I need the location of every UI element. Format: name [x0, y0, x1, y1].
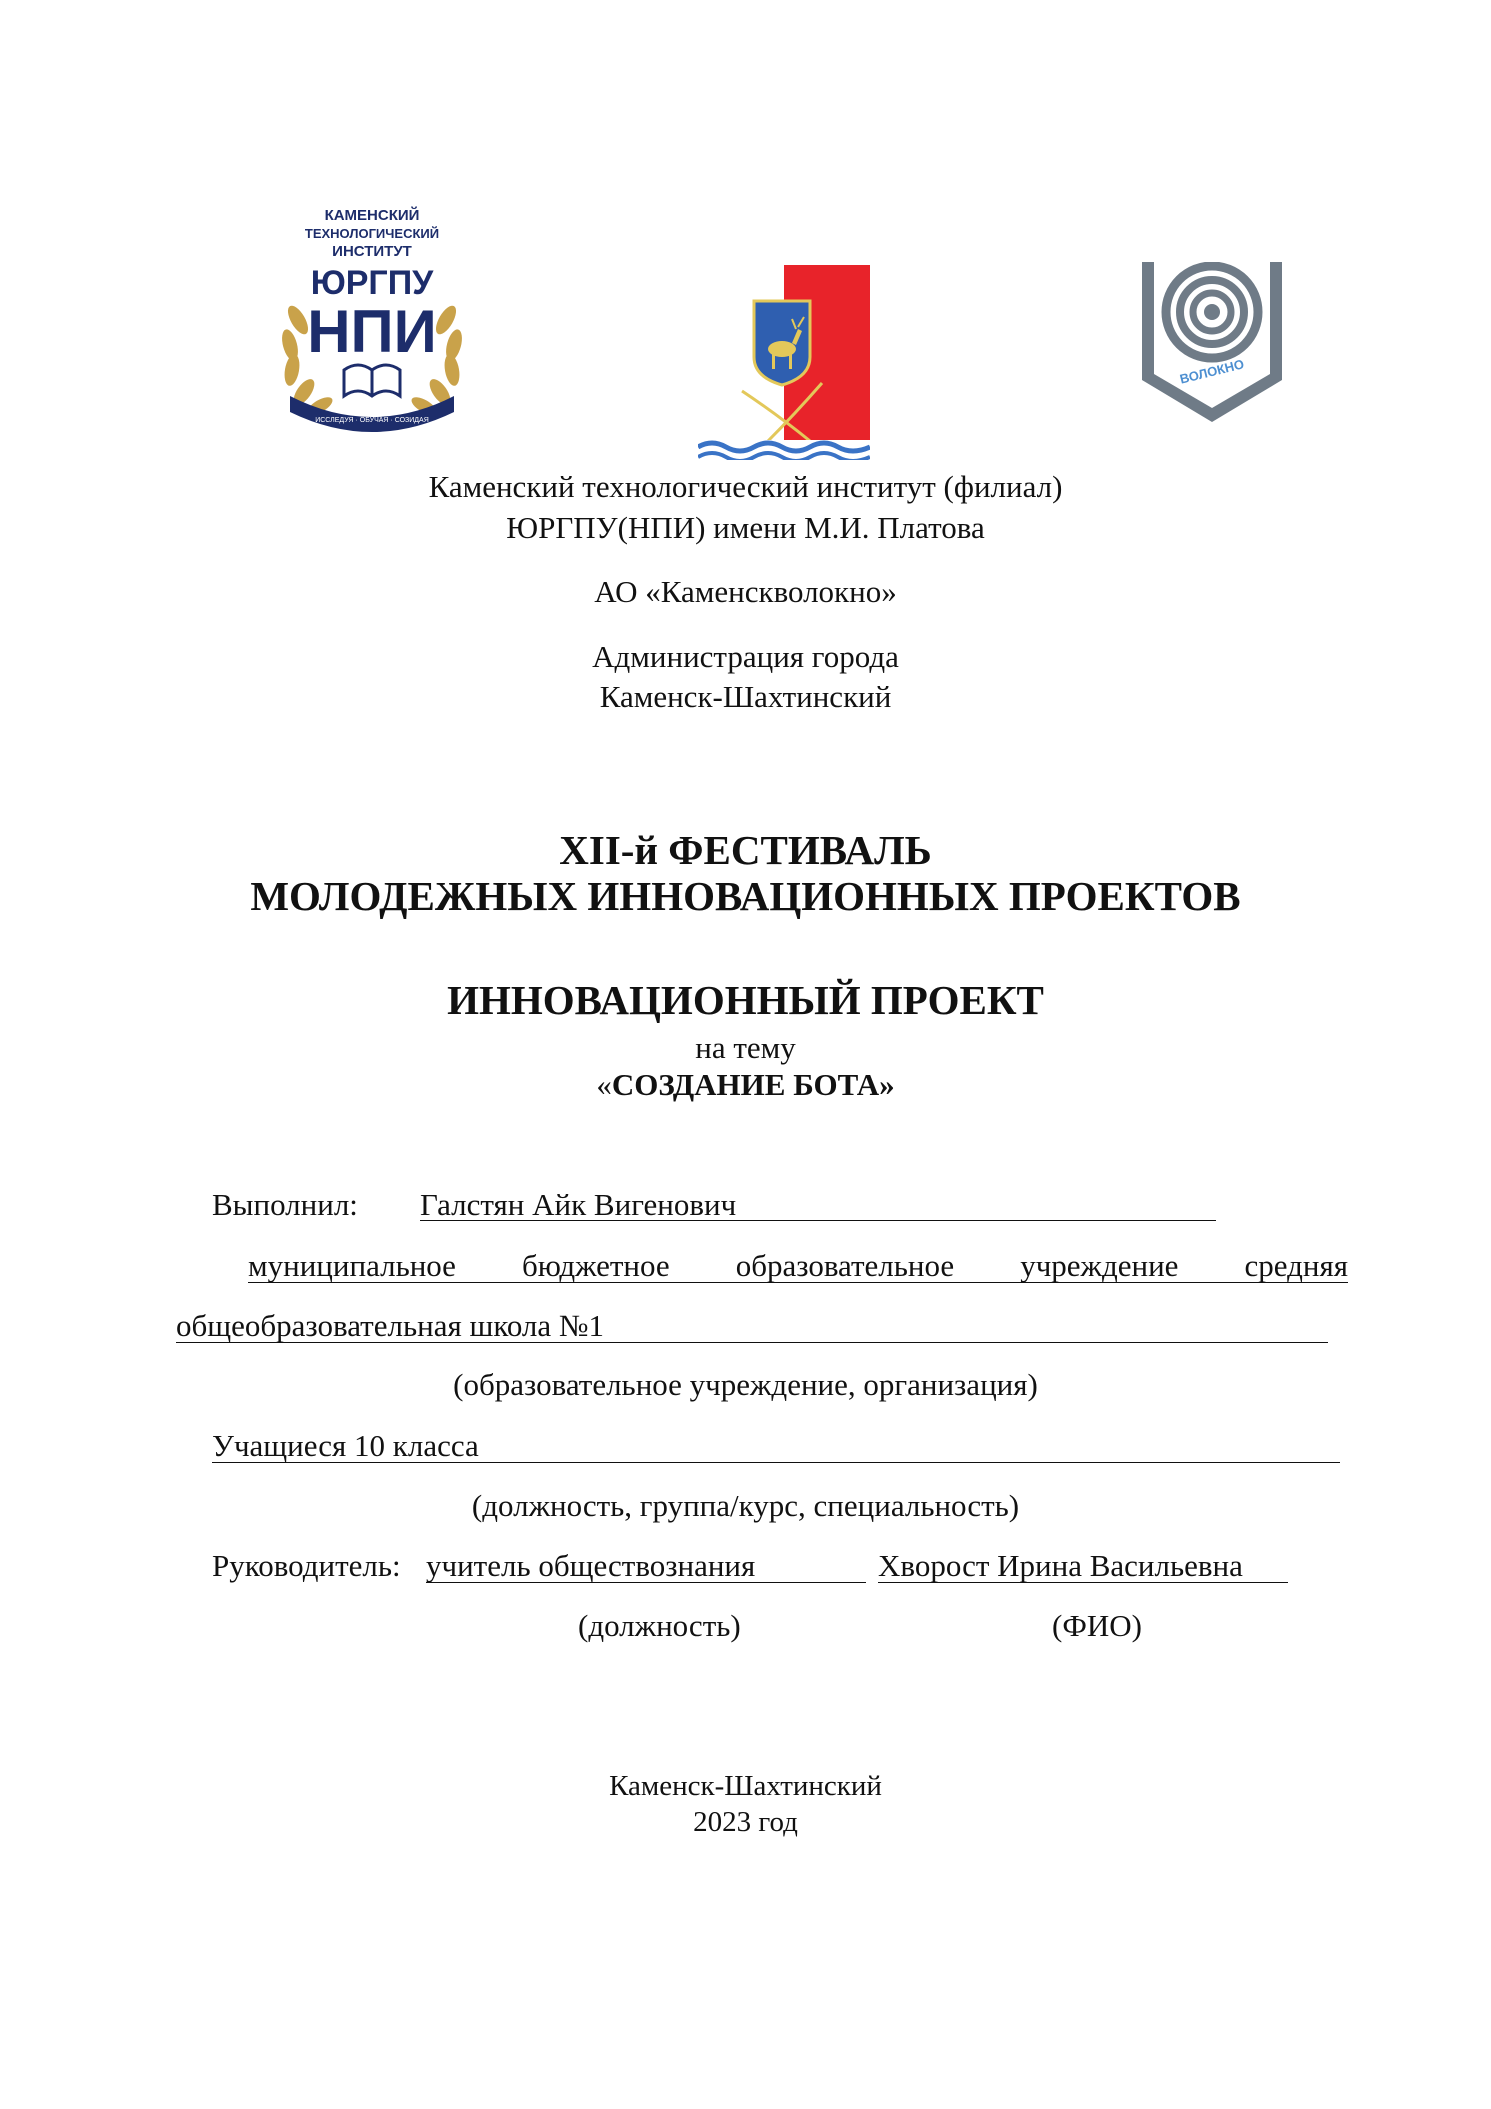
position-value: Учащиеся 10 класса — [212, 1428, 479, 1463]
institution-word-2: бюджетное — [521, 1248, 670, 1283]
supervisor-position-underline — [426, 1582, 866, 1583]
institute-logo-line2: ТЕХНОЛОГИЧЕСКИЙ — [304, 226, 440, 241]
project-heading: ИННОВАЦИОННЫЙ ПРОЕКТ — [447, 977, 1044, 1023]
institute-logo-line3: ИНСТИТУТ — [332, 243, 412, 260]
volokno-emblem-icon — [1138, 262, 1286, 424]
supervisor-name-caption: (ФИО) — [1052, 1608, 1142, 1643]
institution-line1 — [248, 1246, 1348, 1286]
city-coat-of-arms — [698, 265, 870, 460]
institute-logo-yurgpu: ЮРГПУ — [310, 264, 434, 302]
institution-word-3: образовательное — [735, 1248, 955, 1283]
org-university-line: ЮРГПУ(НПИ) имени М.И. Платова — [506, 510, 985, 545]
institute-emblem-icon — [272, 200, 472, 435]
project-topic — [0, 1065, 1491, 1105]
position-caption: (должность, группа/курс, специальность) — [471, 1488, 1020, 1523]
footer-year: 2023 год — [693, 1806, 798, 1838]
institution-word-1: муниципальное — [248, 1248, 456, 1283]
performer-name: Галстян Айк Вигенович — [420, 1187, 737, 1222]
festival-subtitle: МОЛОДЕЖНЫХ ИННОВАЦИОННЫХ ПРОЕКТОВ — [250, 873, 1241, 919]
coat-of-arms-icon — [698, 265, 870, 460]
supervisor-name: Хворост Ирина Васильевна — [878, 1548, 1243, 1583]
institution-caption: (образовательное учреждение, организация) — [453, 1367, 1038, 1402]
volokno-logo-text: ВОЛОКНО — [1178, 356, 1246, 387]
performer-underline — [420, 1220, 1216, 1221]
institution-word-5: средняя — [1244, 1248, 1348, 1283]
supervisor-position-caption: (должность) — [578, 1608, 741, 1643]
org-company-line: АО «Каменскволокно» — [594, 574, 897, 609]
institute-logo-ribbon: ИССЛЕДУЯ · ОБУЧАЯ · СОЗИДАЯ — [315, 417, 429, 424]
project-topic-open-quote: « — [596, 1067, 612, 1102]
institute-logo-line1: КАМЕНСКИЙ — [324, 207, 420, 224]
book-icon — [344, 365, 400, 396]
kamenskvolokno-logo — [1138, 262, 1286, 424]
org-administration-line: Администрация города — [592, 639, 899, 674]
position-underline — [212, 1462, 1340, 1463]
project-subheading: на тему — [695, 1030, 796, 1065]
institution-word-4: учреждение — [1020, 1248, 1179, 1283]
footer-city: Каменск-Шахтинский — [609, 1770, 882, 1802]
project-topic-text: СОЗДАНИЕ БОТА» — [611, 1067, 895, 1102]
supervisor-position: учитель обществознания — [426, 1548, 756, 1583]
org-city-line: Каменск-Шахтинский — [599, 679, 892, 714]
institution-underline-1 — [248, 1282, 1348, 1283]
org-institute-line: Каменский технологический институт (филиал) — [428, 469, 1063, 504]
institute-logo — [272, 200, 472, 435]
institution-underline-2 — [176, 1342, 1328, 1343]
institute-logo-npi: НПИ — [307, 298, 437, 365]
supervisor-name-underline — [878, 1582, 1288, 1583]
performer-label: Выполнил: — [212, 1187, 358, 1222]
festival-title: XII-й ФЕСТИВАЛЬ — [559, 827, 932, 873]
institution-line2: общеобразовательная школа №1 — [176, 1308, 604, 1343]
supervisor-label: Руководитель: — [212, 1548, 401, 1583]
